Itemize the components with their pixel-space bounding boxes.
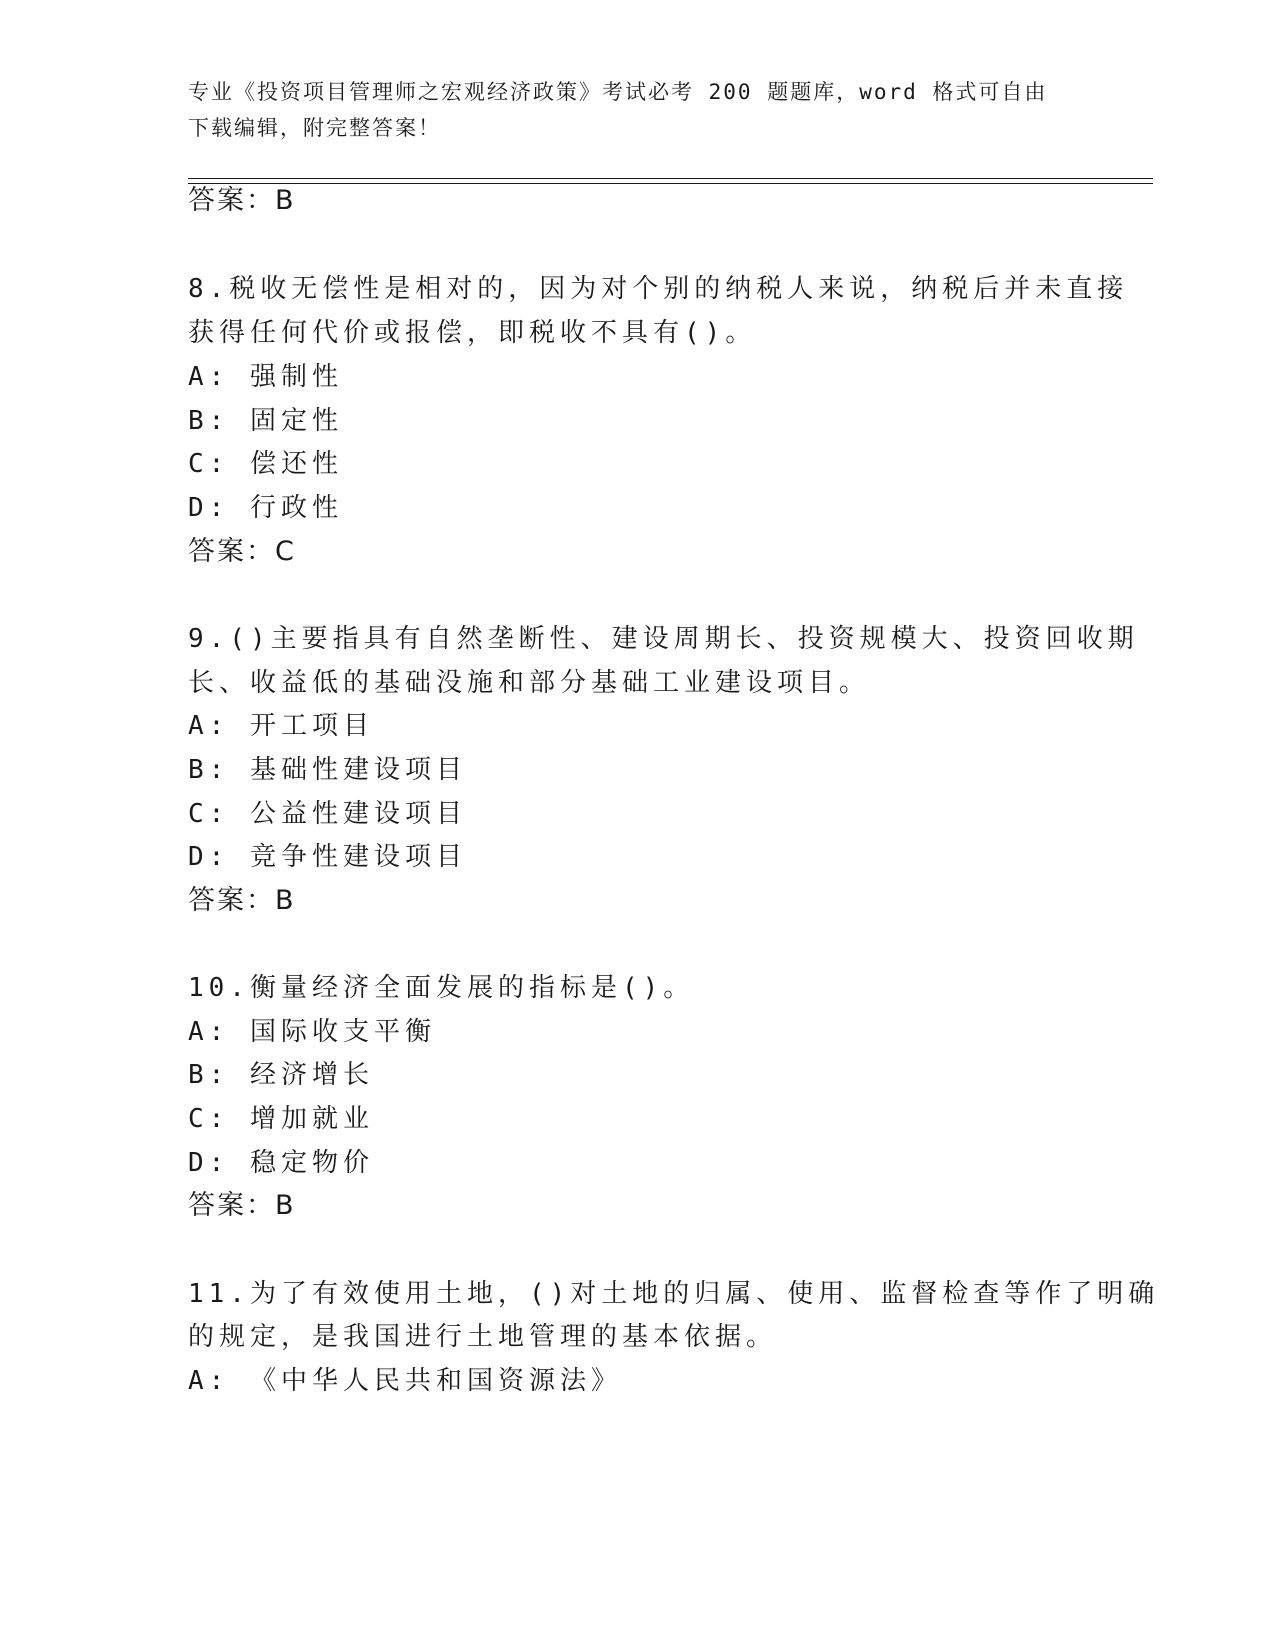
question-8-option-c: C: 偿还性: [188, 449, 343, 479]
document-header: [188, 74, 1088, 146]
question-8-option-d: D: 行政性: [188, 493, 343, 523]
question-11-stem-line-2: 的规定，是我国进行土地管理的基本依据。: [188, 1322, 778, 1352]
question-8-option-a: A: 强制性: [188, 362, 343, 392]
question-9-stem-line-2: 长、收益低的基础没施和部分基础工业建设项目。: [188, 668, 871, 698]
question-9-answer: 答案：B: [188, 885, 296, 916]
question-9-option-d: D: 竞争性建设项目: [188, 842, 467, 872]
question-10-option-b: B: 经济增长: [188, 1060, 374, 1090]
answer-prev-question: 答案：B: [188, 185, 296, 216]
header-divider-bottom: [188, 183, 1153, 184]
header-line-1: 专业《投资项目管理师之宏观经济政策》考试必考 200 题题库，word 格式可自由: [188, 80, 1048, 104]
question-10-answer: 答案：B: [188, 1190, 296, 1221]
question-11-stem-line-1: 11.为了有效使用土地，()对土地的归属、使用、监督检查等作了明确: [188, 1279, 1160, 1309]
question-10-option-d: D: 稳定物价: [188, 1148, 374, 1178]
question-8-option-b: B: 固定性: [188, 406, 343, 436]
header-divider-top: [188, 178, 1153, 179]
question-11-option-a: A: 《中华人民共和国资源法》: [188, 1366, 622, 1396]
question-8-stem-line-2: 获得任何代价或报偿，即税收不具有()。: [188, 318, 757, 348]
question-10-option-c: C: 增加就业: [188, 1104, 374, 1134]
question-10-option-a: A: 国际收支平衡: [188, 1017, 436, 1047]
question-8-stem-line-1: 8.税收无偿性是相对的，因为对个别的纳税人来说，纳税后并未直接: [188, 274, 1129, 304]
question-9-option-b: B: 基础性建设项目: [188, 755, 467, 785]
question-8-answer: 答案：C: [188, 536, 296, 567]
question-10-stem-line-1: 10.衡量经济全面发展的指标是()。: [188, 973, 695, 1003]
question-9-option-c: C: 公益性建设项目: [188, 799, 467, 829]
header-line-2: 下载编辑，附完整答案！: [188, 116, 441, 140]
question-9-stem-line-1: 9.()主要指具有自然垄断性、建设周期长、投资规模大、投资回收期: [188, 624, 1139, 654]
question-9-option-a: A: 开工项目: [188, 711, 374, 741]
